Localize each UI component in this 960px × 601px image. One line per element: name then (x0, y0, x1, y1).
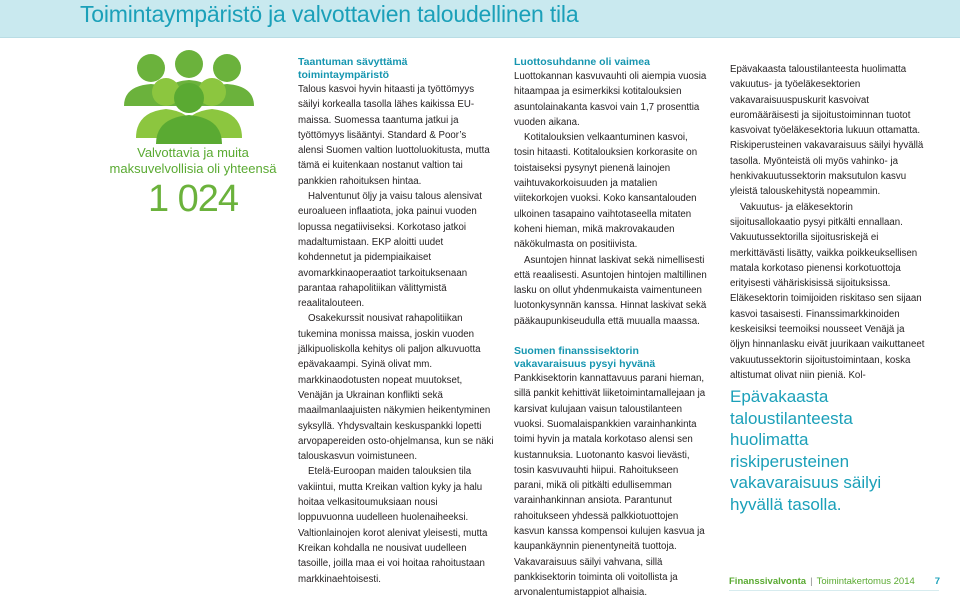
stat-number: 1 024 (147, 178, 239, 220)
column-a-heading (298, 56, 494, 82)
footer-brand: Finanssivalvonta (729, 576, 807, 587)
footer-report: Toimintakertomus 2014 (816, 576, 915, 587)
column-b (514, 56, 708, 601)
column-b-heading-1: Luottosuhdanne oli vaimea (514, 56, 650, 68)
pull-quote-line: hyvällä tasolla. (730, 494, 842, 514)
paragraph: Pankkisektorin kannattavuus parani hieman, sillä pankit kehittivät liiketoimintamallejaan ja karsivat kulujaan vaisun taloustilanteen vuoksi. Suomalaispankkien varainhankinta toimi hyvin ja matala korkotaso alensi sen kustannuksia. Luotonanto kasvoi lievästi, tosin kasvuvauhti hiipui. Rahoitukseen parani, mikä oli pitkälti edullisemman varainhankinnan ansiota. Parantunut rahoitukseen yhdessä palkkiotuottojen kasvun kanssa kompensoi kulujen kasvua ja kaupankäynnin pienentyneitä tuottoja. Vakavaraisuus säilyi vahvana, sillä pankkisektorin toiminta oli voitollista ja arvonalentumistappiot alhaisia. (514, 373, 706, 599)
heading-line: vakavaraisuus pysyi hyvänä (514, 358, 656, 371)
paragraph: Kotitalouksien velkaantuminen kasvoi, tosin hitaasti. Kotitalouksien korkorasite on toistaiseksi pysynyt pienenä lainojen vaihtuvakorkoisuuden ja matalien viitekorkojen vuoksi. Koko kansantalouden ulkoinen tasapaino vaihtotaseella mitaten koheni hieman, mikä makrovakauden näkökulmasta on positiivista. (514, 132, 698, 251)
paragraph: Halventunut öljy ja vaisu talous alensivat euroalueen inflaatiota, joka painui vuoden lopussa negatiiviseksi. Korkotaso jatkoi madaltumistaan. EKP aloitti uudet kohdennetut ja pidempiaikaiset avomarkkinaoperaatiot tarkoituksenaan parantaa rahapolitiikan välittymistä reaalitalouteen. (298, 191, 482, 310)
column-b-heading-2 (514, 345, 708, 371)
pull-quote-line: Epävakaasta taloustilanteesta (730, 387, 853, 428)
paragraph: Talous kasvoi hyvin hitaasti ja työttömyys säilyi korkealla tasolla lähes kaikissa EU-maissa. Suomessa taantuma jatkui ja työttömyys lisääntyi. Standard & Poor’s alensi Suomen valtion luottoluokitusta, mutta tämä ei kuitenkaan nostanut valtion tai pankkien rahoituksen hintaa. (298, 84, 490, 187)
paragraph: Osakekurssit nousivat rahapolitiikan tukemina monissa maissa, joskin vuoden jälkipuoliskolla kehitys oli paljon alkuvuotta epävakaampi. Syinä olivat mm. markkinaodotusten nopeat muutokset, Venäjän ja Ukrainan konflikti sekä maailmanlaajuisten näkymien heikentyminen syksyllä. Yhdysvaltain keskuspankki lopetti arvopapereiden osto-ohjelmansa, kun se näki talouskasvun voimistuneen. (298, 313, 494, 463)
pull-quote-line: vakavaraisuus säilyi (730, 473, 882, 492)
stat-caption-line: Valvottavia ja muita (137, 145, 249, 160)
pull-quote-line: huolimatta riskiperusteinen (730, 430, 850, 471)
page-title: Toimintaympäristö ja valvottavien taloudellinen tila (80, 1, 579, 27)
paragraph: Asuntojen hinnat laskivat sekä nimellisesti että reaalisesti. Asuntojen hintojen maltillinen lasku on ollut yhdenmukaista vaimentuneen luotonkysynnän kanssa. Hinnat laskivat sekä pääkaupunkiseudulla että muualla maassa. (514, 254, 707, 327)
page-number: 7 (934, 576, 941, 587)
footer (729, 576, 940, 587)
heading-line: Taantuman sävyttämä (298, 56, 408, 68)
group-of-people-icon (118, 46, 260, 144)
stat-caption-line: maksuvelvollisia oli yhteensä (109, 161, 277, 176)
pull-quote (730, 386, 930, 515)
paragraph: Vakuutus- ja eläkesektorin sijoitusallokaatio pysyi pitkälti ennallaan. Vakuutussektorilla sijoitusriskejä ei merkittävästi lisätty, vaikka poikkeuksellisen matala korkotaso pienensi korkotuottoja erityisesti vähäriskisissä sijoituksissa. Eläkesektorin toimijoiden riskitaso sen sijaan kasvoi tasaisesti. Finanssimarkkinoiden keskeisiksi teemoiksi nousseet Venäjä ja öljyn hinnanlasku eivät juurikaan vaikuttaneet vakuutussektorin sijoitustoimintaan, koska altistumat olivat niin pieniä. Kol- (730, 201, 925, 381)
footer-separator: | (810, 576, 813, 587)
paragraph: Epävakaasta taloustilanteesta huolimatta vakuutus- ja työeläkesektorien vakavaraisuuspuskurit kasvoivat euromääräisesti ja sijoitustoiminnan tuotot kasvoivat työeläkesektoria lukuun ottamatta. Riskiperusteinen vakavaraisuus säilyi hyvällä tasolla. Myönteistä oli myös vahinko- ja henkivakuutussektorin maksutulon kasvu yleistä talouskehitystä nopeammin. (730, 64, 924, 198)
paragraph: Etelä-Euroopan maiden talouksien tila vakiintui, mutta Kreikan valtion kyky ja halu hoitaa velkasitoumuksiaan nousi loppuvuonna uudelleen huolenaiheeksi. Valtionlainojen korot alenivat yleisesti, mutta Kreikan kohdalla ne nousivat uudelleen tasoille, joilla maa ei voi hoitaa rahoitustaan markkinaehtoisesti. (298, 466, 488, 585)
footer-divider (729, 590, 939, 591)
heading-line: toimintaympäristö (298, 69, 390, 81)
stat-caption (108, 145, 278, 177)
column-c (730, 62, 926, 383)
column-a (298, 56, 494, 587)
paragraph: Luottokannan kasvuvauhti oli aiempia vuosia hitaampaa ja esimerkiksi kotitalouksien asuntolainakanta kasvoi vain 1,7 prosenttia vuoden aikana. (514, 71, 707, 128)
heading-line: Suomen finanssisektorin (514, 345, 639, 358)
